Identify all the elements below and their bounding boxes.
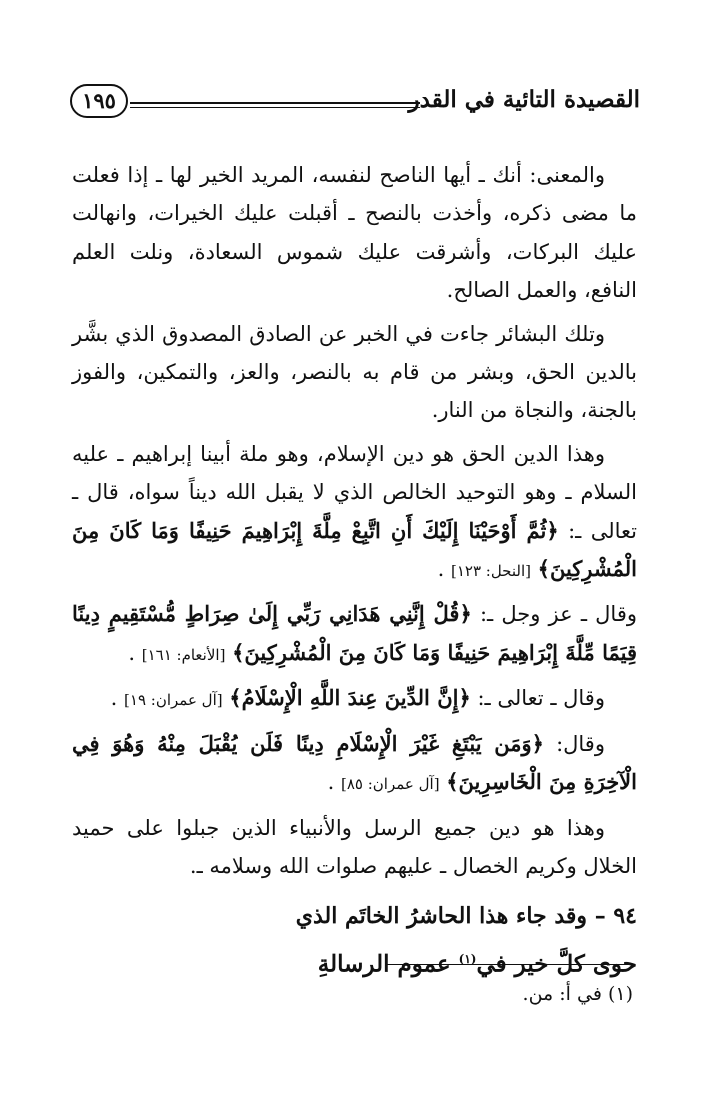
- paragraph-glad-tidings: وتلك البشائر جاءت في الخبر عن الصادق المصدوق الذي بشَّر بالدين الحق، وبشر من قام به بالنصر، والعز، والتمكين، والفوز بالجنة، والنجاة من النار.: [72, 321, 637, 423]
- header-rule: [130, 102, 420, 104]
- page-number: ١٩٥: [70, 84, 128, 118]
- footnote-marker: (١): [458, 951, 477, 966]
- verse-hemistich-2a: حوى كلَّ خير في: [476, 950, 637, 978]
- paragraph-meaning: والمعنى: أنك ـ أيها الناصح لنفسه، المريد الخير لها ـ إذا فعلت ما مضى ذكره، وأخذت بالنصح ـ أقبلت عليك الخيرات، وانهالت عليك البركات، وأشرقت عليك شموس السعادة، ونلت العلم النافع، والعمل الصالح.: [72, 163, 637, 303]
- paragraph-quote-3: وقال ـ تعالى ـ: ﴿إِنَّ الدِّينَ عِندَ اللَّهِ الْإِسْلَامُ﴾ [آل عمران: ١٩] .: [110, 685, 605, 711]
- quran-verse: ﴿وَمَن يَبْتَغِ غَيْرَ الْإِسْلَامِ دِينًا فَلَن يُقْبَلَ مِنْهُ وَهُوَ فِي الْآخِرَةِ مِنَ الْخَاسِرِينَ﴾: [72, 730, 637, 795]
- verse-hemistich-2b: عموم الرسالةِ: [317, 950, 451, 978]
- verse-line-2: [72, 940, 637, 984]
- quote-intro: وقال ـ عز وجل ـ:: [479, 602, 637, 627]
- paragraph-quote-2: وقال ـ عز وجل ـ: ﴿قُلْ إِنَّنِي هَدَانِي رَبِّي إِلَىٰ صِرَاطٍ مُّسْتَقِيمٍ دِينًا قِيَمًا مِّلَّةَ إِبْرَاهِيمَ حَنِيفًا وَمَا كَانَ مِنَ الْمُشْرِكِينَ﴾ [الأنعام: ١٦١] .: [72, 601, 637, 665]
- quote-intro: وقال ـ تعالى ـ:: [477, 686, 605, 711]
- verse-reference: [آل عمران: ١٩]: [124, 691, 223, 710]
- footnote-separator: [385, 964, 635, 965]
- verse-reference: [آل عمران: ٨٥]: [340, 775, 440, 794]
- verse-number: ٩٤ –: [594, 903, 637, 930]
- verse-hemistich-1: وقد جاء هذا الحاشرُ الخاتَم الذي: [295, 903, 588, 930]
- footnote: (١) في أ: من.: [522, 983, 633, 1005]
- paragraph-quote-4: وقال: ﴿وَمَن يَبْتَغِ غَيْرَ الْإِسْلَامِ دِينًا فَلَن يُقْبَلَ مِنْهُ وَهُوَ فِي الْآخِرَةِ مِنَ الْخَاسِرِينَ﴾ [آل عمران: ٨٥] .: [72, 730, 637, 795]
- verse-reference: [النحل: ١٢٣]: [450, 562, 531, 581]
- paragraph-true-religion: وهذا الدين الحق هو دين الإسلام، وهو ملة أبينا إبراهيم ـ عليه السلام ـ وهو التوحيد الخالص الذي لا يقبل الله ديناً سواه، قال ـ تعالى ـ: ﴿ثُمَّ أَوْحَيْنَا إِلَيْكَ أَنِ اتَّبِعْ مِلَّةَ إِبْرَاهِيمَ حَنِيفًا وَمَا كَانَ مِنَ الْمُشْرِكِينَ﴾ [النحل: ١٢٣] .: [72, 441, 637, 582]
- quran-verse: ﴿ثُمَّ أَوْحَيْنَا إِلَيْكَ أَنِ اتَّبِعْ مِلَّةَ إِبْرَاهِيمَ حَنِيفًا وَمَا كَانَ مِنَ الْمُشْرِكِينَ﴾: [72, 517, 637, 582]
- verse-reference: [الأنعام: ١٦١]: [141, 645, 226, 664]
- running-title: القصيدة التائية في القدر: [408, 86, 640, 113]
- quran-verse: ﴿إِنَّ الدِّينَ عِندَ اللَّهِ الْإِسْلَامُ﴾: [229, 685, 471, 711]
- verse-line-1: [72, 897, 637, 935]
- paragraph-all-messengers: وهذا هو دين جميع الرسل والأنبياء الذين جبلوا على حميد الخلال وكريم الخصال ـ عليهم صلوات الله وسلامه ـ.: [72, 815, 637, 878]
- page-header: [70, 80, 640, 136]
- main-text: [72, 156, 637, 984]
- poem-verse: [72, 897, 637, 983]
- header-rule-thin: [130, 107, 420, 108]
- paragraph-text: وهذا الدين الحق هو دين الإسلام، وهو ملة أبينا إبراهيم ـ عليه السلام ـ وهو التوحيد الخالص الذي لا يقبل الله ديناً سواه، قال ـ تعالى ـ:: [72, 441, 637, 543]
- quote-intro: وقال:: [556, 731, 605, 756]
- quran-verse: ﴿قُلْ إِنَّنِي هَدَانِي رَبِّي إِلَىٰ صِرَاطٍ مُّسْتَقِيمٍ دِينًا قِيَمًا مِّلَّةَ إِبْرَاهِيمَ حَنِيفًا وَمَا كَانَ مِنَ الْمُشْرِكِينَ﴾: [72, 601, 637, 665]
